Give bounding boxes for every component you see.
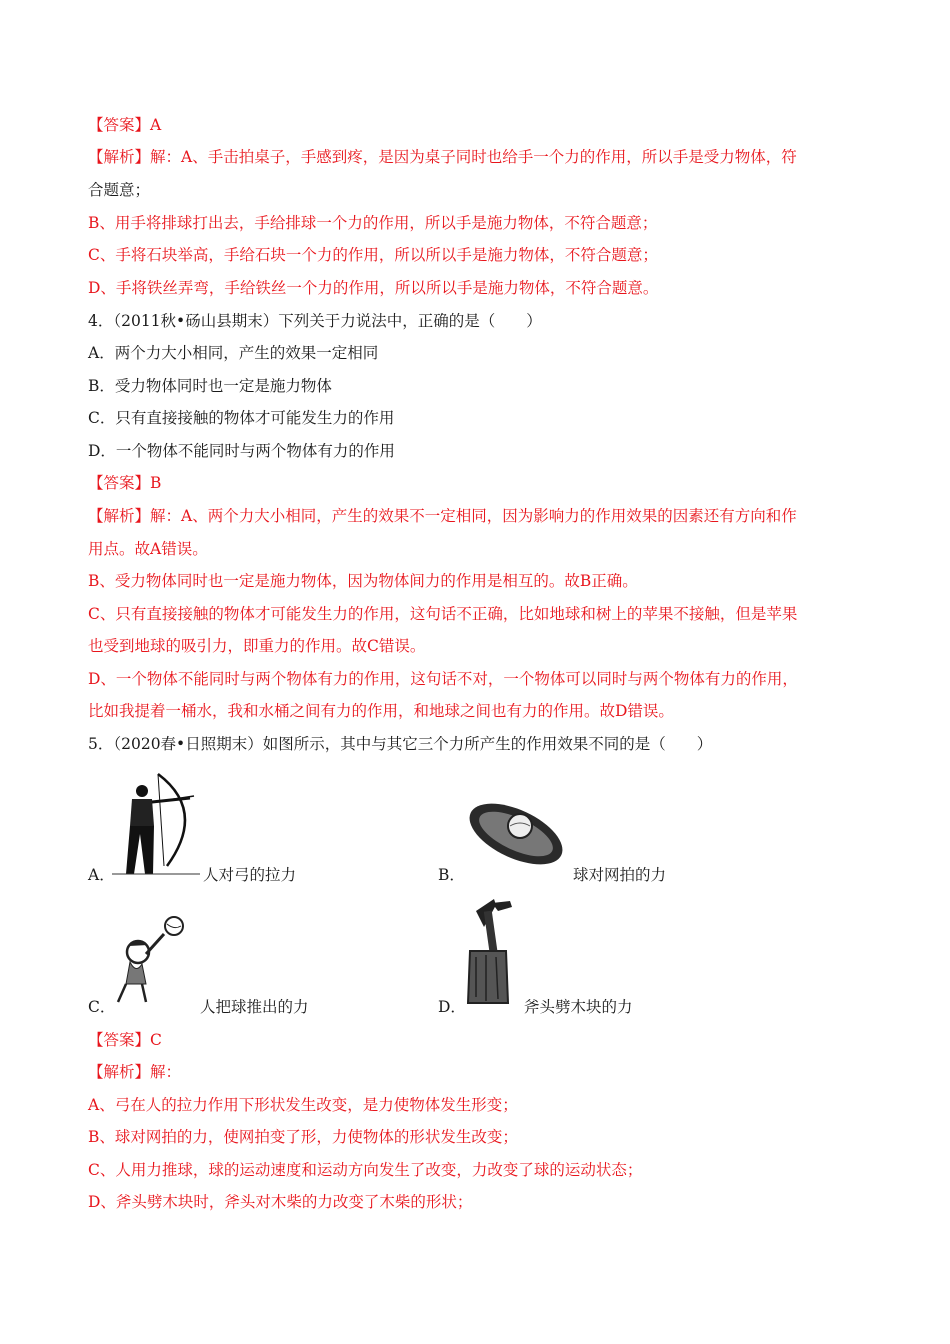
q3-answer: 【答案】A [88,116,162,134]
q5-analysis-line [88,1062,181,1082]
q4-analysis-line [88,506,797,526]
q3-analysis-line: D、手将铁丝弄弯，手给铁丝一个力的作用，所以所以手是施力物体，不符合题意。 [88,279,659,297]
q5-stem: 5．（2020春•日照期末）如图所示，其中与其它三个力所产生的作用效果不同的是（ ） [88,735,713,753]
q4-option-b: B．受力物体同时也一定是施力物体 [88,377,332,395]
q4-analysis-line: 用点。故A错误。 [88,540,208,558]
q5-option-b-caption: 球对网拍的力 [573,866,667,884]
q5-analysis-line: A、弓在人的拉力作用下形状发生改变，是力使物体发生形变； [88,1096,518,1114]
q4-option-a: A．两个力大小相同，产生的效果一定相同 [88,344,379,362]
q4-analysis-line: D、一个物体不能同时与两个物体有力的作用，这句话不对，一个物体可以同时与两个物体有力的作用， [88,670,798,688]
q5-analysis-line: C、人用力推球，球的运动速度和运动方向发生了改变，力改变了球的运动状态； [88,1161,643,1179]
q5-option-b-letter: B． [438,866,465,884]
analysis-title: 【解析】 [88,148,151,166]
analysis-text: 解：A、手击拍桌子，手感到疼，是因为桌子同时也给手一个力的作用，所以手是受力物体，符 [150,148,797,166]
q5-option-d-caption: 斧头劈木块的力 [524,998,633,1016]
q3-analysis-line [88,147,797,167]
q5-option-c-caption: 人把球推出的力 [200,998,309,1016]
q5-answer: 【答案】C [88,1031,162,1049]
analysis-text: 解：A、两个力大小相同，产生的效果不一定相同，因为影响力的作用效果的因素还有方向和作 [150,507,797,525]
analysis-text: 解： [150,1063,182,1081]
axe-wood-figure [462,897,522,1009]
q4-option-d: D．一个物体不能同时与两个物体有力的作用 [88,442,395,460]
push-ball-figure [112,912,192,1004]
q3-analysis-line: 合题意； [88,181,151,199]
q5-option-a-letter: A． [88,866,115,884]
racket-ball-figure [462,792,570,882]
q4-analysis-line: 也受到地球的吸引力，即重力的作用。故C错误。 [88,637,426,655]
q5-option-d-letter: D． [438,998,466,1016]
q5-option-c-letter: C． [88,998,116,1016]
q4-analysis-line: 比如我提着一桶水，我和水桶之间有力的作用，和地球之间也有力的作用。故D错误。 [88,702,674,720]
archer-figure [112,766,204,878]
analysis-title: 【解析】 [88,507,151,525]
q5-option-a-caption: 人对弓的拉力 [203,866,297,884]
analysis-title: 【解析】 [88,1063,151,1081]
q5-analysis-line: D、斧头劈木块时，斧头对木柴的力改变了木柴的形状； [88,1193,473,1211]
q4-option-c: C．只有直接接触的物体才可能发生力的作用 [88,409,395,427]
q4-analysis-line: B、受力物体同时也一定是施力物体，因为物体间力的作用是相互的。故B正确。 [88,572,638,590]
q4-stem: 4．（2011秋•砀山县期末）下列关于力说法中，正确的是（ ） [88,312,542,330]
q4-answer: 【答案】B [88,474,162,492]
q4-analysis-line: C、只有直接接触的物体才可能发生力的作用，这句话不正确，比如地球和树上的苹果不接触，但是苹果 [88,605,798,623]
q3-analysis-line: B、用手将排球打出去，手给排球一个力的作用，所以手是施力物体，不符合题意； [88,214,658,232]
q5-analysis-line: B、球对网拍的力，使网拍变了形，力使物体的形状发生改变； [88,1128,518,1146]
q3-analysis-line: C、手将石块举高，手给石块一个力的作用，所以所以手是施力物体，不符合题意； [88,246,658,264]
